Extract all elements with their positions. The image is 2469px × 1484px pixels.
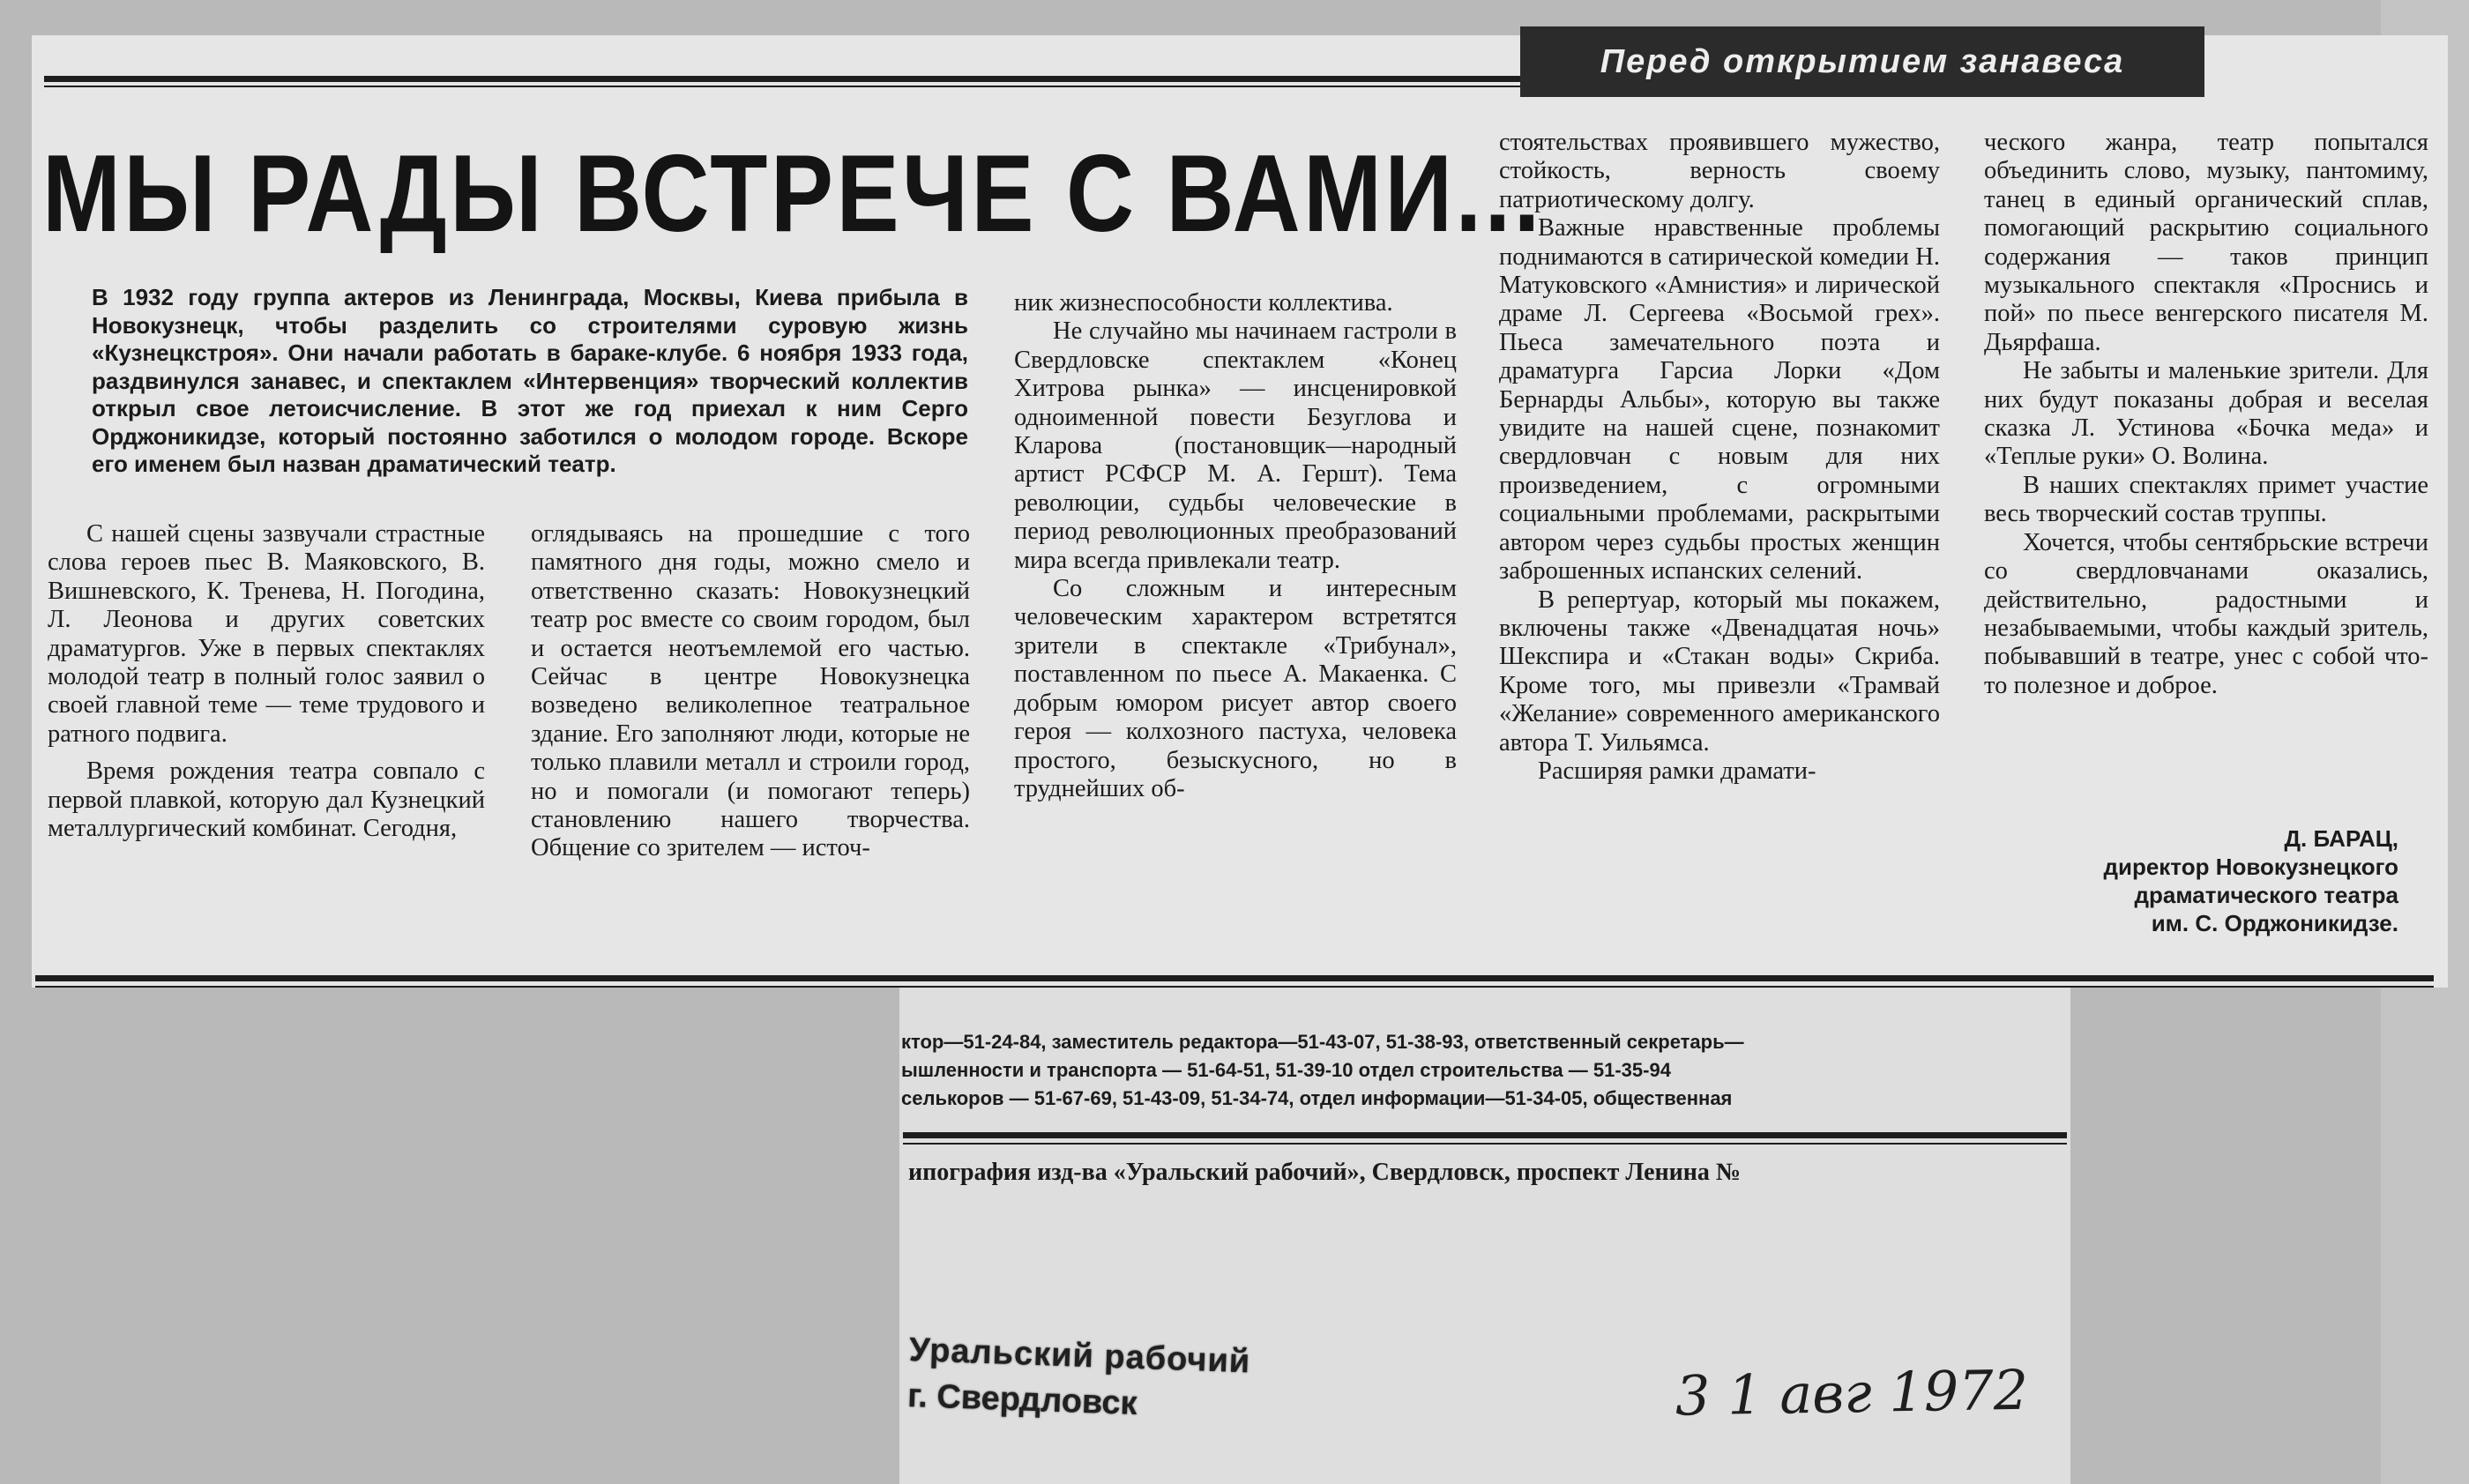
contact-line: ышленности и транспорта — 51-64-51, 51-39-10 отдел строительства — 51-35-94 [901,1059,1671,1081]
headline: МЫ РАДЫ ВСТРЕЧЕ С ВАМИ... [42,133,1543,255]
column-3 [1014,289,1457,952]
contact-line: селькоров — 51-67-69, 51-43-09, 51-34-74, отдел информации—51-34-05, общественная [901,1087,1733,1109]
top-rule [44,76,1525,82]
bottom-rule-thin [35,986,2434,988]
column-5 [1984,129,2428,817]
printer-imprint: ипография изд-ва «Уральский рабочий», Свердловск, проспект Ленина № [908,1159,1742,1186]
column-1 [48,520,485,952]
stamp-line: г. Свердловск [906,1376,1138,1423]
author-title: им. С. Орджоникидзе. [2151,910,2398,936]
column-4-paragraph: Важные нравственные проблемы поднимаются в сатирической комедии Н. Матуковского «Амнистия» и лирической драме Л. Сергеева «Восьмой грех». Пьеса замечательного поэта и драматурга Гарсиа Лорки «Дом Бернарды Альбы», которую вы также увидите на нашей сцене, познакомит свердловчан с новым для них произведением, с огромными социальными проблемами, раскрытыми автором через судьбы простых женщин заброшенных испанских селений. [1499,214,1940,585]
column-2-paragraph: оглядываясь на прошедшие с того памятного дня годы, можно смело и ответственно сказать: Новокузнецкий театр рос вместе со своим городом, был и остается неотъемлемой его частью. Сейчас в центре Новокузнецка возведено великолепное театральное здание. Его заполняют люди, которые не только плавили металл и строили город, но и помогали (и помогают теперь) становлению нашего творчества. Общение со зрителем — источ- [531,520,970,862]
column-3-paragraph: ник жизнеспособности коллектива. [1014,289,1393,317]
contact-line: ктор—51-24-84, заместитель редактора—51-43-07, 51-38-93, ответственный секретарь— [901,1031,1744,1053]
handwritten-date: 3 1 авг 1972 [1675,1357,2029,1428]
column-4-paragraph: стоятельствах проявившего мужество, стойкость, верность своему патриотическому долгу. [1499,129,1940,213]
top-rule-thin [44,86,1525,87]
column-5-paragraph: В наших спектаклях примет участие весь творческий состав труппы. [1984,471,2428,528]
author-signature [1984,824,2398,948]
column-1-paragraph: Время рождения театра совпало с первой плавкой, которую дал Кузнецкий металлургический комбинат. Сегодня, [48,757,485,843]
imprint-rule [903,1132,2067,1138]
column-5-paragraph: Хочется, чтобы сентябрьские встречи со свердловчанами оказались, действительно, радостными и незабываемыми, чтобы каждый зритель, побывавший в театре, унес с собой что-то полезное и доброе. [1984,528,2428,699]
column-3-paragraph: Со сложным и интересным человеческим характером встретятся зрители в спектакле «Трибунал», поставленном по пьесе А. Макаенка. С добрым юмором рисует автор своего героя — колхозного пастуха, человека простого, безыскусного, но в труднейших об- [1014,575,1457,802]
author-title: драматического театра [2134,882,2398,908]
column-5-paragraph: Не забыты и маленькие зрители. Для них будут показаны добрая и веселая сказка Л. Устинова «Бочка меда» и «Теплые руки» О. Волина. [1984,357,2428,471]
lead-paragraph: В 1932 году группа актеров из Ленинграда, Москвы, Киева прибыла в Новокузнецк, чтобы разделить со строителями суровую жизнь «Кузнецкстроя». Они начали работать в бараке-клубе. 6 ноября 1933 года, раздвинулся занавес, и спектаклем «Интервенция» творческий коллектив открыл свое летоисчисление. В этот же год приехал к ним Серго Орджоникидзе, который постоянно заботился о молодом городе. Вскоре его именем был назван драматический театр. [92,284,968,477]
author-name: Д. БАРАЦ, [2284,825,2398,852]
imprint-rule-thin [903,1143,2067,1145]
author-title: директор Новокузнецкого [2103,854,2398,880]
rubric-banner: Перед открытием занавеса [1520,26,2204,97]
column-2 [531,520,970,952]
column-4-paragraph: Расширяя рамки драмати- [1538,757,1816,785]
editorial-contacts [901,1028,2067,1113]
column-1-paragraph: С нашей сцены зазвучали страстные слова героев пьес В. Маяковского, В. Вишневского, К. Тренева, Н. Погодина, Л. Леонова и других советских драматургов. Уже в первых спектаклях молодой театр в полный голос заявил о своей главной теме — теме трудового и ратного подвига. [48,520,485,748]
bottom-rule [35,975,2434,981]
column-4-paragraph: В репертуар, который мы покажем, включены также «Двенадцатая ночь» Шекспира и «Стакан воды» Скриба. Кроме того, мы привезли «Трамвай «Желание» современного американского автора Т. Уильямса. [1499,585,1940,757]
column-3-paragraph: Не случайно мы начинаем гастроли в Свердловске спектаклем «Конец Хитрова рынка» — инсценировкой одноименной повести Безуглова и Кларова (постановщик—народный артист РСФСР М. А. Гершт). Тема революции, судьбы человеческие в период революционных преобразований мира всегда привлекали театр. [1014,317,1457,574]
newspaper-stamp [906,1327,1368,1458]
column-4 [1499,129,1940,952]
column-5-paragraph: ческого жанра, театр попытался объединить слово, музыку, пантомиму, танец в единый органический сплав, помогающий раскрытию социального содержания — таков принцип музыкального спектакля «Проснись и пой» по пьесе венгерского писателя М. Дьярфаша. [1984,129,2428,356]
stamp-line: Уральский рабочий [908,1331,1251,1381]
